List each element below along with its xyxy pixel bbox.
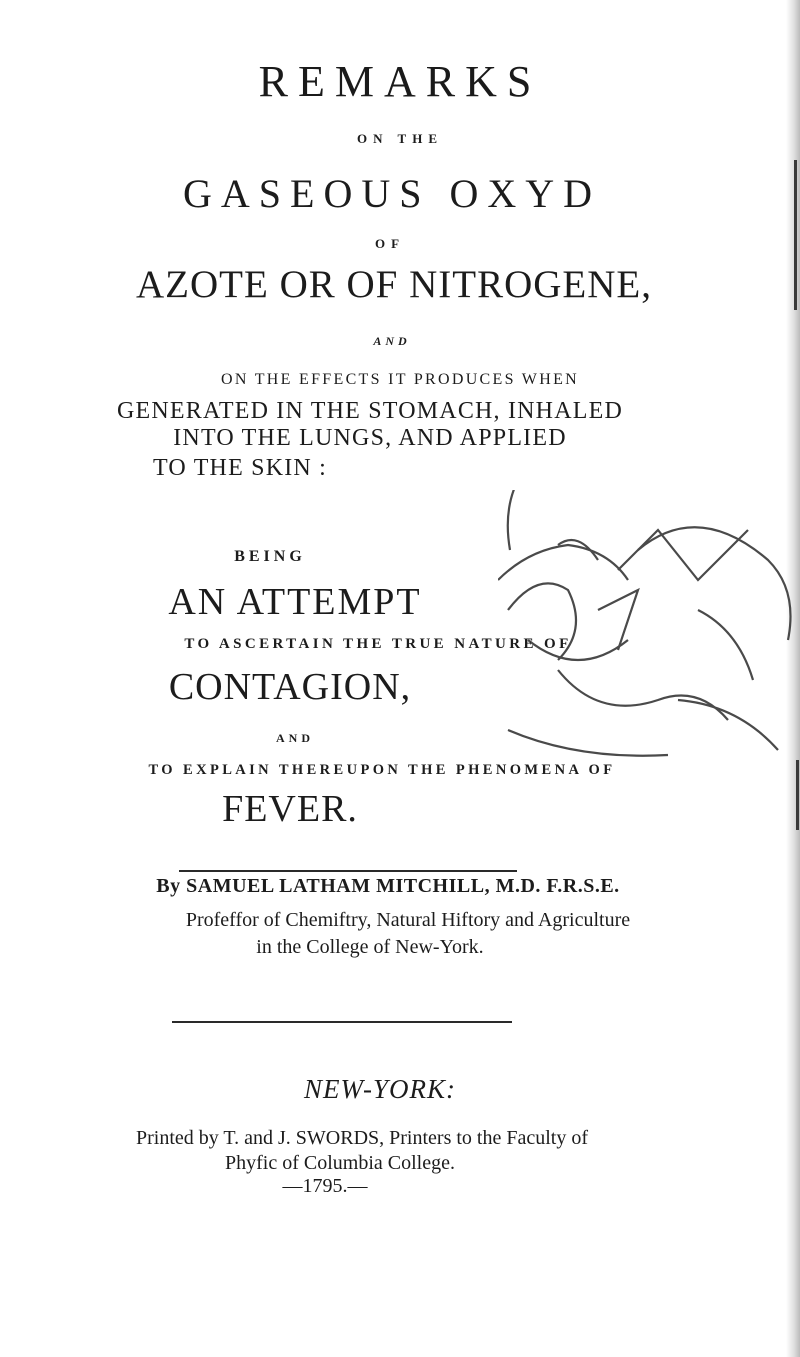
- author-title-line-2: in the College of New-York.: [256, 936, 484, 958]
- effects-line-1: ON THE EFFECTS IT PRODUCES WHEN: [221, 371, 579, 388]
- library-stamp: [498, 490, 798, 790]
- imprint-place: NEW-YORK:: [304, 1074, 456, 1104]
- effects-line-3: INTO THE LUNGS, AND APPLIED: [173, 425, 567, 451]
- page-edge-mark: [794, 160, 797, 310]
- being-label: BEING: [234, 548, 306, 565]
- author-title-line-1: Profeffor of Chemiftry, Natural Hiftory and Agriculture: [185, 909, 631, 931]
- title-on-the: ON THE: [357, 131, 443, 146]
- effects-line-2: GENERATED IN THE STOMACH, INHALED: [116, 398, 624, 424]
- author-line: By SAMUEL LATHAM MITCHILL, M.D. F.R.S.E.: [156, 875, 620, 897]
- connector-and: AND: [373, 334, 411, 348]
- divider-rule: [172, 1021, 512, 1023]
- printer-line-1: Printed by T. and J. SWORDS, Printers to the Faculty of: [135, 1127, 588, 1149]
- effects-line-4: TO THE SKIN :: [152, 455, 328, 481]
- to-explain-line: TO EXPLAIN THEREUPON THE PHENOMENA OF: [148, 762, 616, 778]
- contagion-heading: CONTAGION,: [168, 666, 412, 708]
- title-remarks: REMARKS: [258, 57, 542, 106]
- connector-and-2: AND: [276, 731, 314, 745]
- imprint-year: —1795.—: [282, 1175, 368, 1197]
- title-azote: AZOTE OR OF NITROGENE,: [136, 263, 652, 306]
- title-of: OF: [374, 236, 406, 251]
- printer-line-2: Phyfic of Columbia College.: [225, 1152, 455, 1174]
- to-ascertain-line: TO ASCERTAIN THE TRUE NATURE OF: [184, 636, 572, 652]
- title-gaseous-oxyd: GASEOUS OXYD: [182, 171, 602, 216]
- divider-rule: [179, 870, 517, 872]
- an-attempt-heading: AN ATTEMPT: [168, 581, 422, 623]
- fever-heading: FEVER.: [222, 788, 358, 830]
